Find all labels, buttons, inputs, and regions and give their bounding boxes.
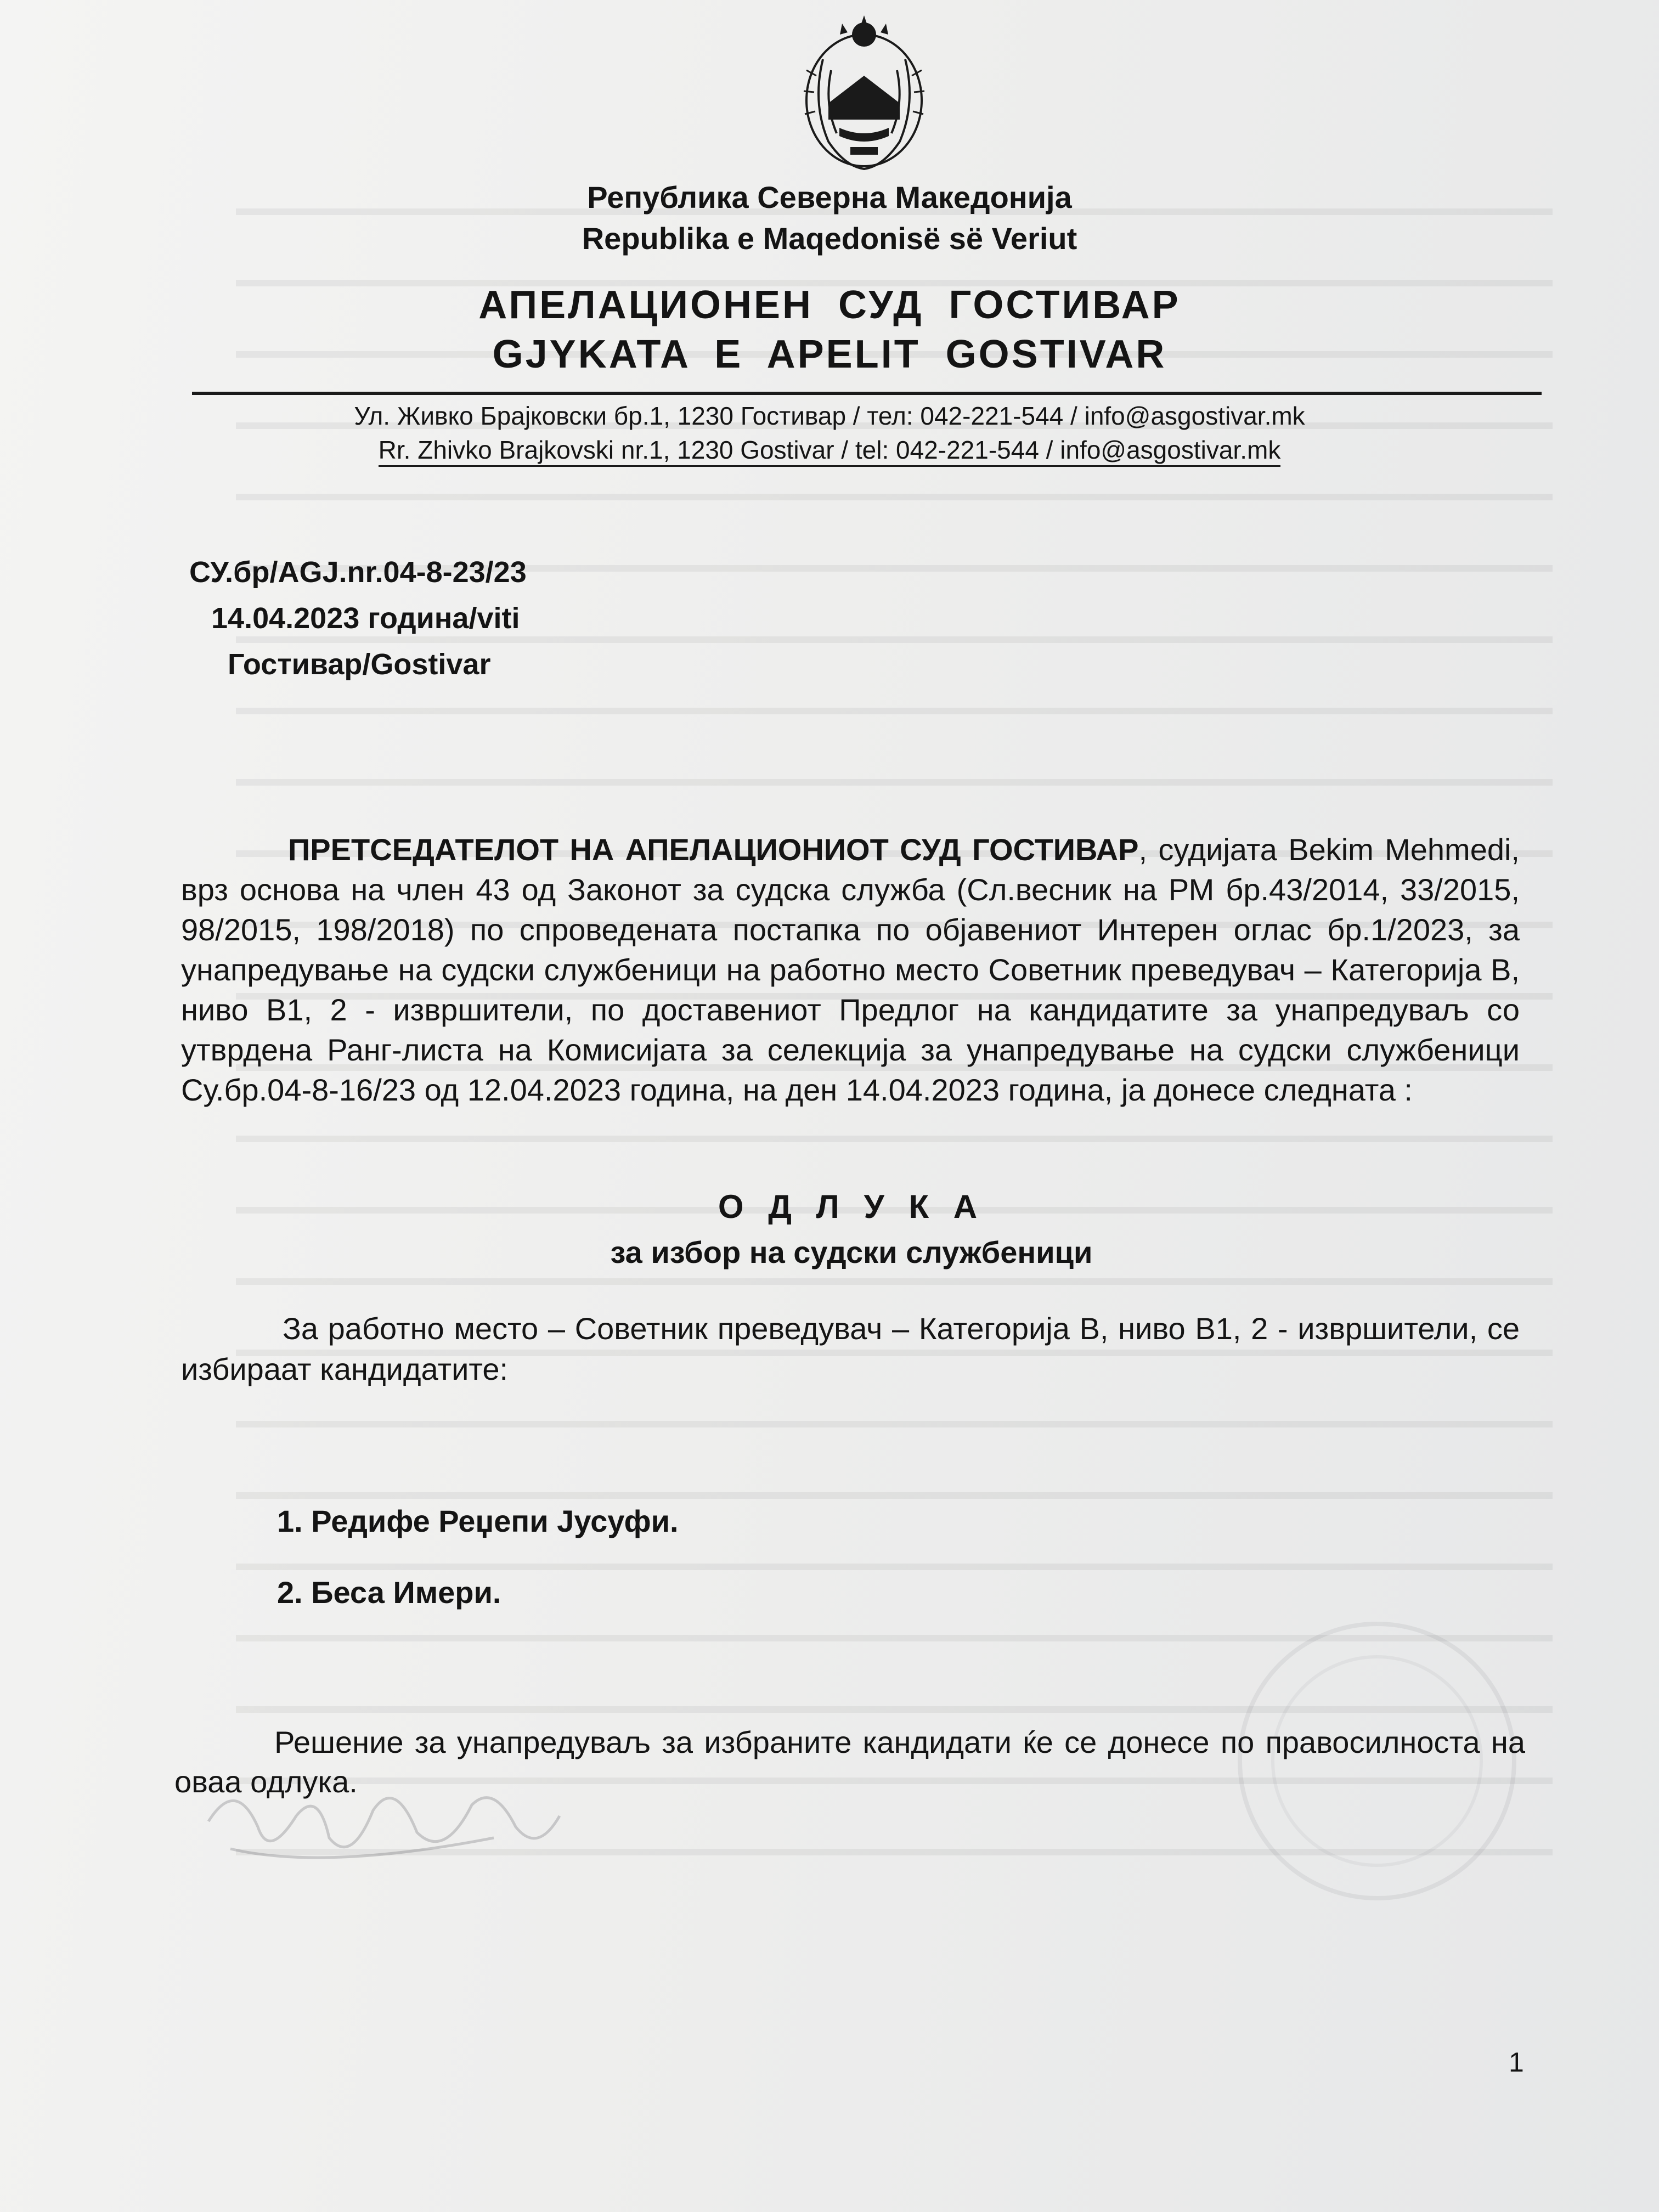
court-name-al: GJYKATA E APELIT GOSTIVAR [492,332,1167,376]
intro-text: , судијата Bekim Mehmedi, врз основа на член 43 од Законот за судска служба (Сл.весник на РМ бр.43/2014, 33/2015, 98/2015, 198/2018) по спроведената постапка по објавениот Интерен оглас бр.1/2023, за унапредување на судски службеници на работно место Советник преведувач – Категорија В, ниво В1, 2 - извршители, по доставениот Предлог на кандидатите за унапредуваљ со утврдена Ранг-листа на Комисијата за селекција за унапредување на судски службеници Су.бр.04-8-16/23 од 12.04.2023 година, на ден 14.04.2023 година, ја донесе следната : [181,832,1520,1107]
reference-place: Гостивар/Gostivar [228,648,491,681]
decision-paragraph: За работно место – Советник преведувач – Категорија В, ниво В1, 2 - извршители, се избираат кандидатите: [181,1311,1520,1386]
president-heading: ПРЕТСЕДАТЕЛОТ НА АПЕЛАЦИОНИОТ СУД ГОСТИВАР [288,832,1139,867]
intro-paragraph [181,830,1520,1110]
republic-name-al: Republika e Maqedonisë së Veriut [582,221,1077,256]
closing-paragraph: Решение за унапредуваљ за избраните кандидати ќе се донесе по правосилноста на оваа одлука. [174,1725,1525,1799]
decision-subtitle: за избор на судски службеници [610,1235,1093,1269]
page-number: 1 [1509,2047,1524,2078]
decision-title: О Д Л У К А [718,1188,985,1225]
address-mk: Ул. Живко Брајковски бр.1, 1230 Гостивар / тел: 042-221-544 / info@asgostivar.mk [354,402,1305,430]
republic-name-mk: Република Северна Македонија [587,180,1072,215]
bleed-through-stamp [1223,1607,1531,1915]
address-al: Rr. Zhivko Brajkovski nr.1, 1230 Gostivar / tel: 042-221-544 / info@asgostivar.mk [0,433,1659,466]
reference-number: СУ.бр/AGJ.nr.04-8-23/23 [189,556,527,589]
header-divider [192,392,1542,395]
reference-date: 14.04.2023 година/viti [211,602,520,635]
candidate-2: 2. Беса Имери. [277,1575,501,1610]
court-name-mk: АПЕЛАЦИОНЕН СУД ГОСТИВАР [478,283,1181,327]
coat-of-arms-icon [790,10,938,174]
bleed-through-signature [187,1756,571,1887]
candidate-1: 1. Редифе Реџепи Јусуфи. [277,1504,679,1538]
